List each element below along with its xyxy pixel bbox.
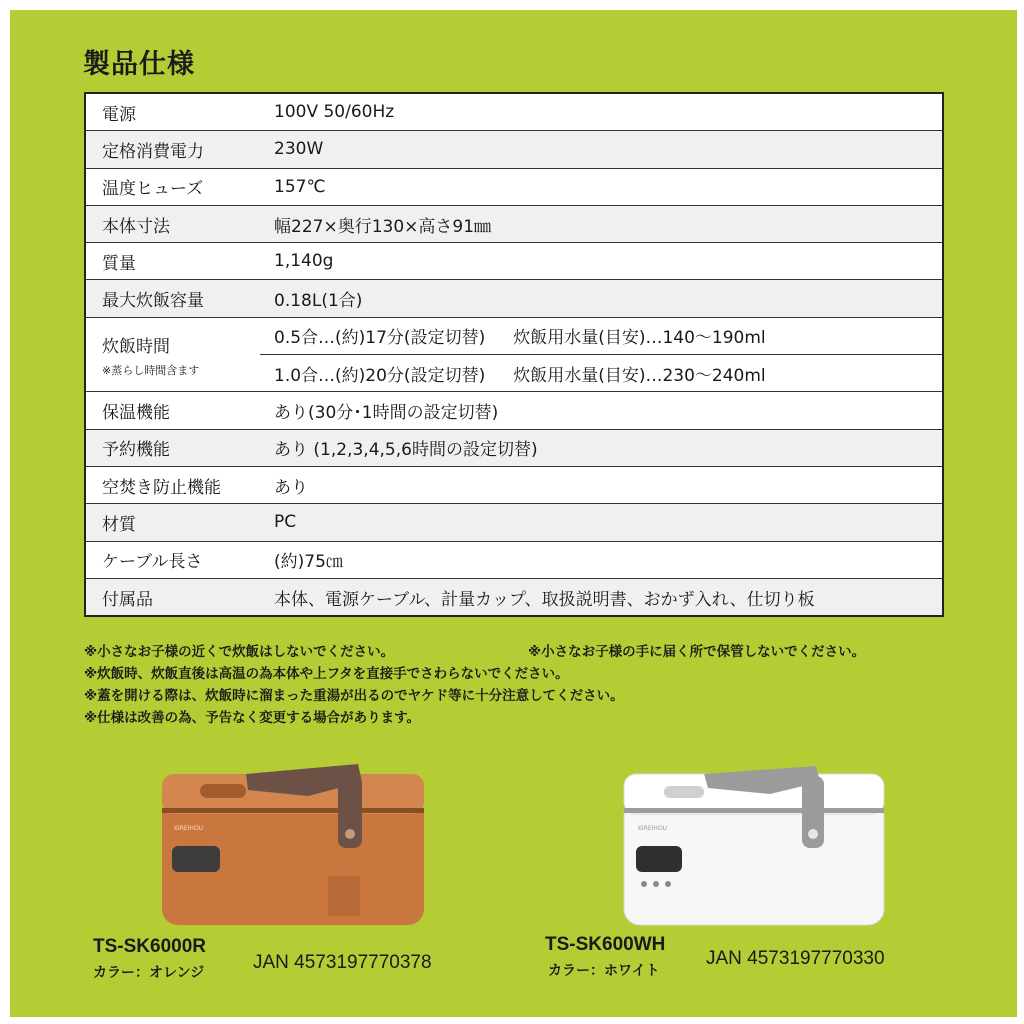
model-name: TS-SK600WH xyxy=(545,934,666,955)
caution-note: ※蓋を開ける際は、炊飯時に溜まった重湯が出るのでヤケド等に十分注意してください。 xyxy=(84,688,624,704)
jan-code: JAN 4573197770330 xyxy=(706,948,885,969)
page-title: 製品仕様 xyxy=(83,49,195,80)
spec-value: あり(30分･1時間の設定切替) xyxy=(260,392,943,429)
brand-label: KIREIHOU xyxy=(638,825,668,832)
spec-label: 保温機能 xyxy=(85,392,260,429)
spec-label: 電源 xyxy=(85,93,260,131)
spec-row-weight xyxy=(85,243,943,280)
spec-value: 157℃ xyxy=(260,168,943,205)
spec-table xyxy=(84,92,944,617)
spec-row-keep-warm xyxy=(85,392,943,429)
spec-label: 予約機能 xyxy=(85,429,260,466)
brand-label: KIREIHOU xyxy=(174,825,204,832)
spec-label: 定格消費電力 xyxy=(85,131,260,168)
product-image-orange xyxy=(158,760,428,930)
spec-label: 温度ヒューズ xyxy=(85,168,260,205)
cook-water: 炊飯用水量(目安)…140～190ml xyxy=(513,328,766,349)
cook-time-note: ※蒸らし時間含ます xyxy=(102,363,200,377)
caution-note: ※炊飯時、炊飯直後は高温の為本体や上フタを直接手でさわらないでください。 xyxy=(84,666,569,682)
spec-label: 本体寸法 xyxy=(85,205,260,242)
spec-value: 1,140g xyxy=(260,243,943,280)
spec-row-dimensions xyxy=(85,205,943,242)
spec-row-consumption xyxy=(85,131,943,168)
jan-code: JAN 4573197770378 xyxy=(253,952,432,973)
spec-row-cable xyxy=(85,541,943,578)
spec-value: 100V 50/60Hz xyxy=(260,93,943,131)
color-label: カラー：オレンジ xyxy=(93,965,205,981)
spec-label: ケーブル長さ xyxy=(85,541,260,578)
spec-label: 質量 xyxy=(85,243,260,280)
spec-value: (約)75㎝ xyxy=(260,541,943,578)
caution-notes xyxy=(84,641,964,729)
cook-time-line xyxy=(260,355,943,392)
spec-row-dry-protection xyxy=(85,466,943,503)
caution-note: ※小さなお子様の近くで炊飯はしないでください。 xyxy=(84,644,395,660)
spec-row-cook-time-1 xyxy=(85,317,943,354)
spec-row-capacity xyxy=(85,280,943,317)
spec-row-power xyxy=(85,93,943,131)
spec-value: あり (1,2,3,4,5,6時間の設定切替) xyxy=(260,429,943,466)
spec-label: 最大炊飯容量 xyxy=(85,280,260,317)
spec-value: 本体、電源ケーブル、計量カップ、取扱説明書、おかず入れ、仕切り板 xyxy=(260,578,943,616)
cook-water: 炊飯用水量(目安)…230～240ml xyxy=(513,365,766,386)
caution-note: ※小さなお子様の手に届く所で保管しないでください。 xyxy=(528,644,866,660)
color-label: カラー：ホワイト xyxy=(548,963,660,979)
spec-value: 0.18L(1合) xyxy=(260,280,943,317)
model-name: TS-SK6000R xyxy=(93,936,206,957)
rice-cooker-white-icon xyxy=(620,760,888,930)
spec-label: 空焚き防止機能 xyxy=(85,466,260,503)
spec-value: PC xyxy=(260,504,943,541)
spec-value: 230W xyxy=(260,131,943,168)
spec-value: 幅227×奥行130×高さ91㎜ xyxy=(260,205,943,242)
rice-cooker-orange-icon xyxy=(158,760,428,930)
spec-row-timer xyxy=(85,429,943,466)
cook-time-label: 炊飯時間 xyxy=(102,336,170,357)
cook-amount: 0.5合…(約)17分(設定切替) xyxy=(274,328,486,349)
cook-time-line xyxy=(260,317,943,354)
spec-row-fuse xyxy=(85,168,943,205)
spec-label: 材質 xyxy=(85,504,260,541)
caution-note: ※仕様は改善の為、予告なく変更する場合があります。 xyxy=(84,710,421,726)
spec-label-cook-time xyxy=(85,317,260,392)
spec-row-accessories xyxy=(85,578,943,616)
spec-row-material xyxy=(85,504,943,541)
cook-amount: 1.0合…(約)20分(設定切替) xyxy=(274,365,486,386)
spec-value: あり xyxy=(260,466,943,503)
spec-label: 付属品 xyxy=(85,578,260,616)
product-image-white xyxy=(620,760,888,930)
